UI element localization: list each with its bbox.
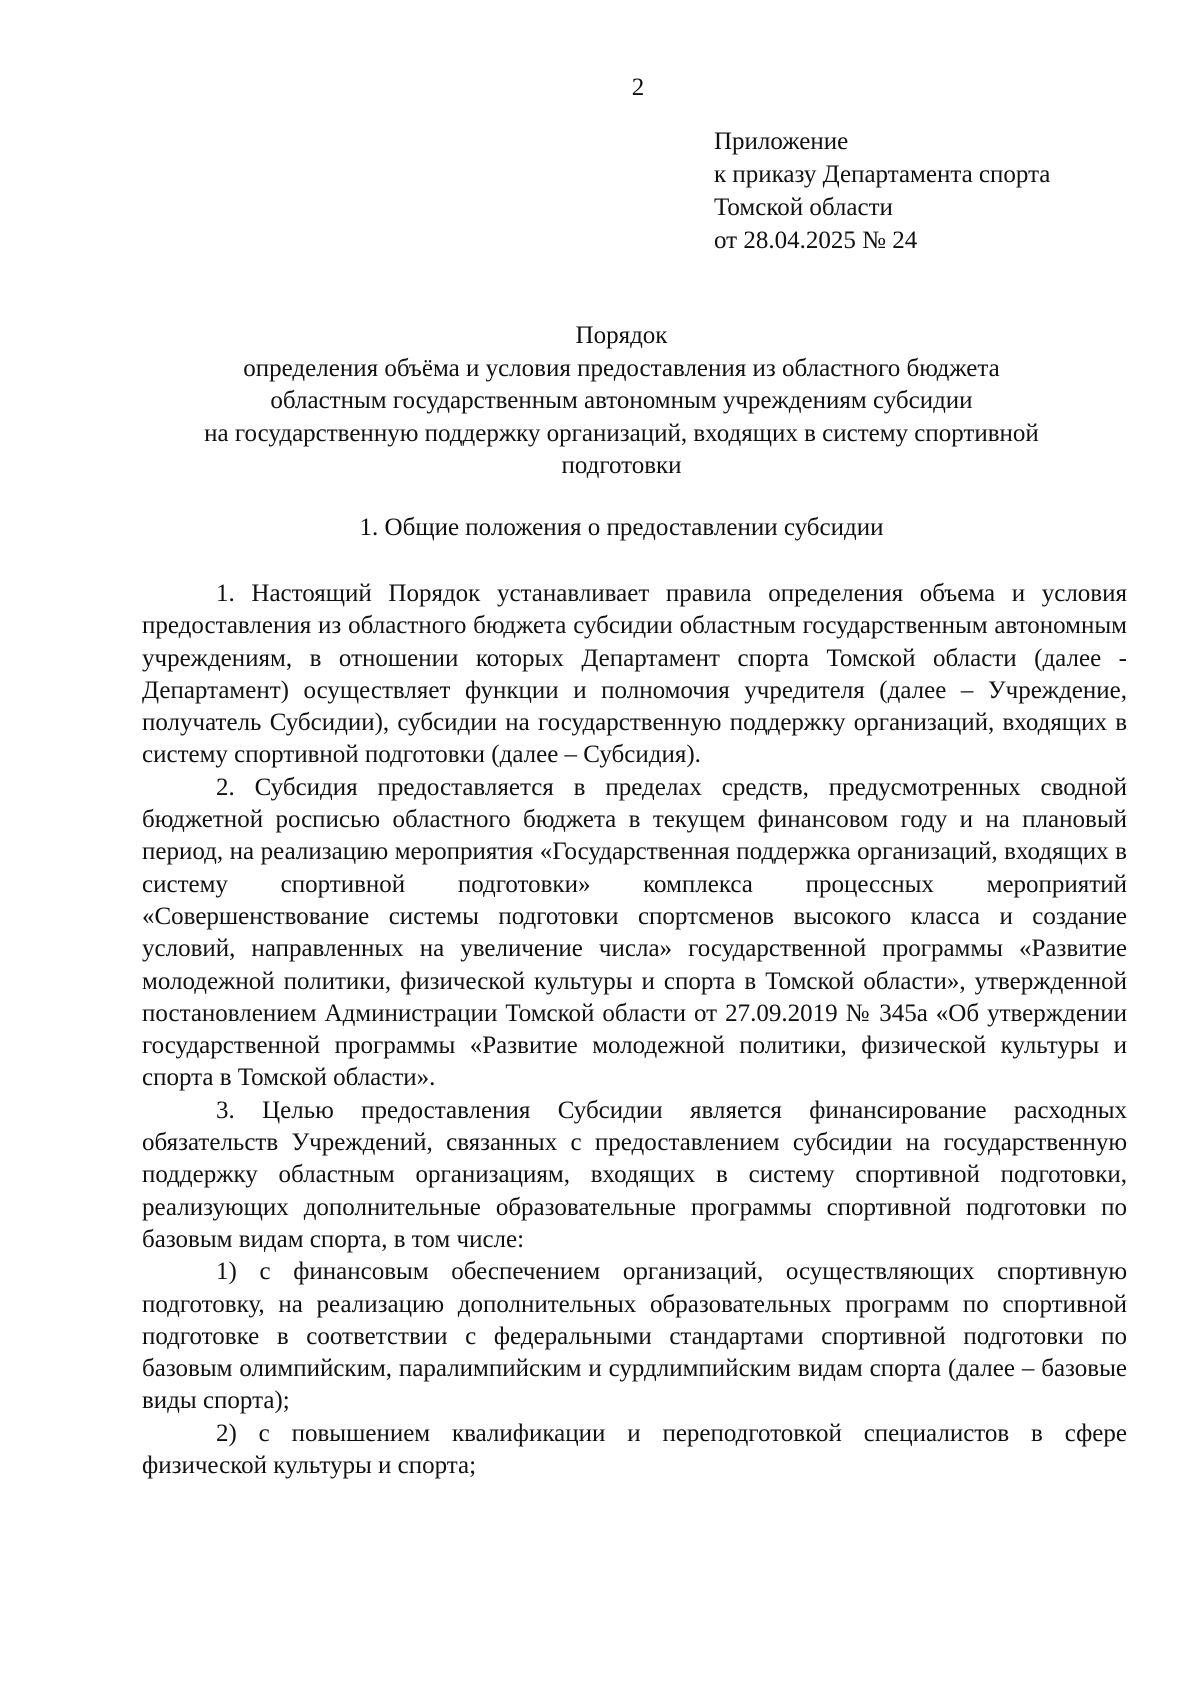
document-title bbox=[130, 320, 1113, 483]
paragraph: 2. Субсидия предоставляется в пределах средств, предусмотренных сводной бюджетной росписью областного бюджета в текущем финансовом году и на плановый период, на реализацию мероприятия «Государственная поддержка организаций, входящих в систему спортивной подготовки» комплекса процессных мероприятий «Совершенствование системы подготовки спортсменов высокого класса и создание условий, направленных на увеличение числа» государственной программы «Развитие молодежной политики, физической культуры и спорта в Томской области», утвержденной постановлением Администрации Томской области от 27.09.2019 № 345а «Об утверждении государственной программы «Развитие молодежной политики, физической культуры и спорта в Томской области». bbox=[142, 773, 1127, 1092]
appendix-line: Томской области bbox=[714, 194, 893, 221]
appendix-header bbox=[714, 125, 1050, 257]
title-line: определения объёма и условия предоставления из областного бюджета bbox=[243, 354, 1000, 382]
title-line: подготовки bbox=[561, 452, 682, 479]
document-body bbox=[142, 578, 1127, 1482]
title-line: на государственную поддержку организаций, входящих в систему спортивной bbox=[204, 419, 1039, 447]
appendix-line: от 28.04.2025 № 24 bbox=[714, 227, 918, 254]
appendix-line: к приказу Департамента спорта bbox=[714, 161, 1051, 188]
appendix-line: Приложение bbox=[714, 128, 849, 155]
title-line: областным государственным автономным учреждениям субсидии bbox=[270, 387, 973, 414]
paragraph: 1) с финансовым обеспечением организаций, осуществляющих спортивную подготовку, на реализацию дополнительных образовательных программ по спортивной подготовке в соответствии с федеральными стандартами спортивной подготовки по базовым олимпийским, паралимпийским и сурдлимпийским видам спорта (далее – базовые виды спорта); bbox=[142, 1258, 1127, 1415]
page-number: 2 bbox=[631, 74, 645, 101]
title-line: Порядок bbox=[575, 322, 668, 349]
paragraph: 3. Целью предоставления Субсидии является финансирование расходных обязательств Учреждений, связанных с предоставлением субсидии на государственную поддержку областным организациям, входящих в систему спортивной подготовки, реализующих дополнительные образовательные программы спортивной подготовки по базовым видам спорта, в том числе: bbox=[142, 1096, 1127, 1253]
paragraph: 1. Настоящий Порядок устанавливает правила определения объема и условия предоставления из областного бюджета субсидии областным государственным автономным учреждениям, в отношении которых Департамент спорта Томской области (далее - Департамент) осуществляет функции и полномочия учредителя (далее – Учреждение, получатель Субсидии), субсидии на государственную поддержку организаций, входящих в систему спортивной подготовки (далее – Субсидия). bbox=[142, 580, 1127, 769]
section-heading: 1. Общие положения о предоставлении субсидии bbox=[359, 514, 884, 541]
paragraph: 2) с повышением квалификации и переподготовкой специалистов в сфере физической культуры и спорта; bbox=[142, 1419, 1127, 1480]
